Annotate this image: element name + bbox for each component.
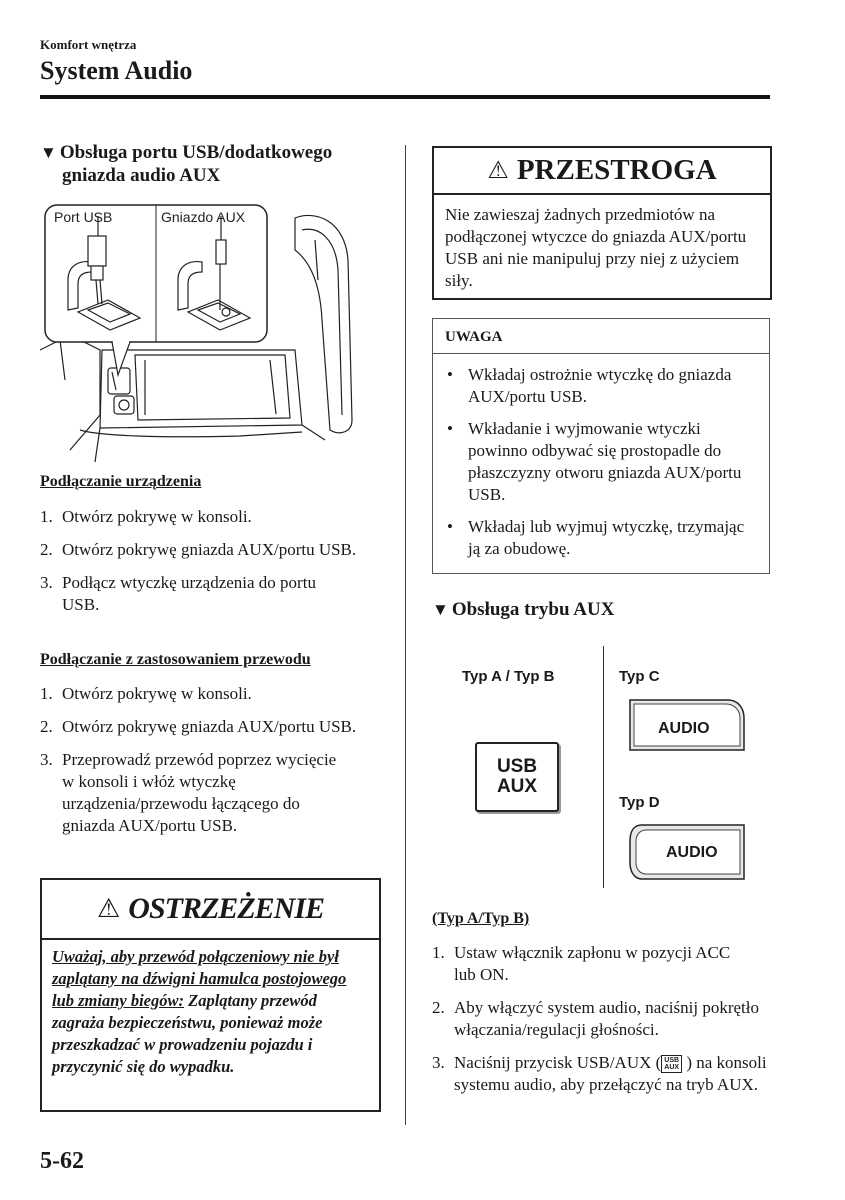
warning-text — [42, 940, 379, 1084]
caution-triangle-icon: ⚠ — [487, 158, 509, 184]
list-item: • Wkładaj lub wyjmuj wtyczkę, trzymając ją za obudowę. — [447, 517, 745, 558]
label-usb-port: Port USB — [54, 209, 113, 225]
warning-triangle-icon: ⚠ — [96, 894, 121, 923]
column-divider — [405, 145, 406, 1125]
section-usb-heading — [40, 141, 400, 187]
usb-aux-inline-icon: USB AUX — [661, 1055, 682, 1073]
connect-cable-steps — [40, 683, 380, 848]
page-number: 5-62 — [40, 1148, 84, 1174]
caution-title: PRZESTROGA — [516, 154, 717, 186]
list-item: 3. Podłącz wtyczkę urządzenia do portu USB. — [40, 573, 316, 614]
connect-heading: Podłączanie urządzenia — [40, 473, 202, 490]
triangle-marker-icon: ▼ — [40, 143, 57, 162]
aux-label: AUX — [496, 776, 538, 797]
section-aux-heading — [432, 598, 614, 621]
caution-header — [434, 148, 770, 195]
audio-c-label: AUDIO — [658, 720, 710, 737]
connect-steps — [40, 506, 380, 627]
type-c-label: Typ C — [619, 668, 660, 685]
note-list — [433, 354, 769, 560]
list-item: 1. Otwórz pokrywę w konsoli. — [40, 507, 252, 526]
list-item: 3. Przeprowadź przewód poprzez wycięcie w konsoli i włóż wtyczkę urządzenia/przewodu łączącego do gniazda AUX/portu USB. — [40, 750, 337, 835]
chapter-label: Komfort wnętrza — [40, 37, 137, 52]
warning-text-rest: Zaplątany przewód zagraża bezpieczeństwu, ponieważ może przeszkadzać w prowadzeniu pojazdu i przyczynić się do wypadku. — [52, 991, 323, 1076]
warning-box — [40, 878, 381, 1112]
section-aux-title: Obsługa trybu AUX — [451, 599, 615, 620]
note-box — [432, 318, 770, 574]
list-item: 2. Aby włączyć system audio, naciśnij pokrętło włączania/regulacji głośności. — [432, 998, 759, 1039]
typ-ab-heading: (Typ A/Typ B) — [432, 910, 530, 927]
list-item: 2. Otwórz pokrywę gniazda AUX/portu USB. — [40, 717, 357, 736]
type-ab-label: Typ A / Typ B — [462, 668, 555, 685]
warning-header — [42, 880, 379, 940]
typ-ab-steps — [432, 942, 772, 1107]
type-divider — [603, 646, 604, 888]
type-d-label: Typ D — [619, 794, 660, 811]
usb-aux-button-illustration — [475, 742, 559, 812]
list-item: 1. Ustaw włącznik zapłonu w pozycji ACC lub ON. — [432, 943, 731, 984]
page-title: System Audio — [40, 56, 193, 85]
note-title: UWAGA — [433, 319, 769, 354]
section-usb-title-line2: gniazda audio AUX — [62, 165, 221, 186]
console-illustration — [40, 200, 395, 462]
audio-d-label: AUDIO — [666, 844, 718, 861]
list-item: 3. Naciśnij przycisk USB/AUX ( USB AUX ) na konsoli systemu audio, aby przełączyć na tryb AUX. — [432, 1053, 767, 1094]
triangle-marker-icon: ▼ — [432, 600, 449, 619]
warning-title: OSTRZEŻENIE — [128, 892, 325, 925]
connect-cable-heading: Podłączanie z zastosowaniem przewodu — [40, 651, 311, 668]
list-item: 2. Otwórz pokrywę gniazda AUX/portu USB. — [40, 540, 357, 559]
header-rule — [40, 95, 770, 99]
usb-label: USB — [496, 756, 538, 777]
list-item: 1. Otwórz pokrywę w konsoli. — [40, 684, 252, 703]
list-item: • Wkładaj ostrożnie wtyczkę do gniazda AUX/portu USB. — [447, 365, 732, 406]
section-usb-title-line1: Obsługa portu USB/dodatkowego — [59, 142, 333, 163]
warning-text-underlined: Uważaj, aby przewód połączeniowy nie był zaplątany na dźwigni hamulca postojowego lub zmiany biegów: — [52, 947, 347, 1010]
list-item: • Wkładanie i wyjmowanie wtyczki powinno odbywać się prostopadle do płaszczyzny otworu gniazda AUX/portu USB. — [447, 419, 742, 504]
label-aux-jack: Gniazdo AUX — [161, 209, 246, 225]
caution-box — [432, 146, 772, 300]
caution-text: Nie zawieszaj żadnych przedmiotów na podłączonej wtyczce do gniazda AUX/portu USB ani nie manipuluj przy niej z użyciem siły. — [445, 205, 747, 290]
